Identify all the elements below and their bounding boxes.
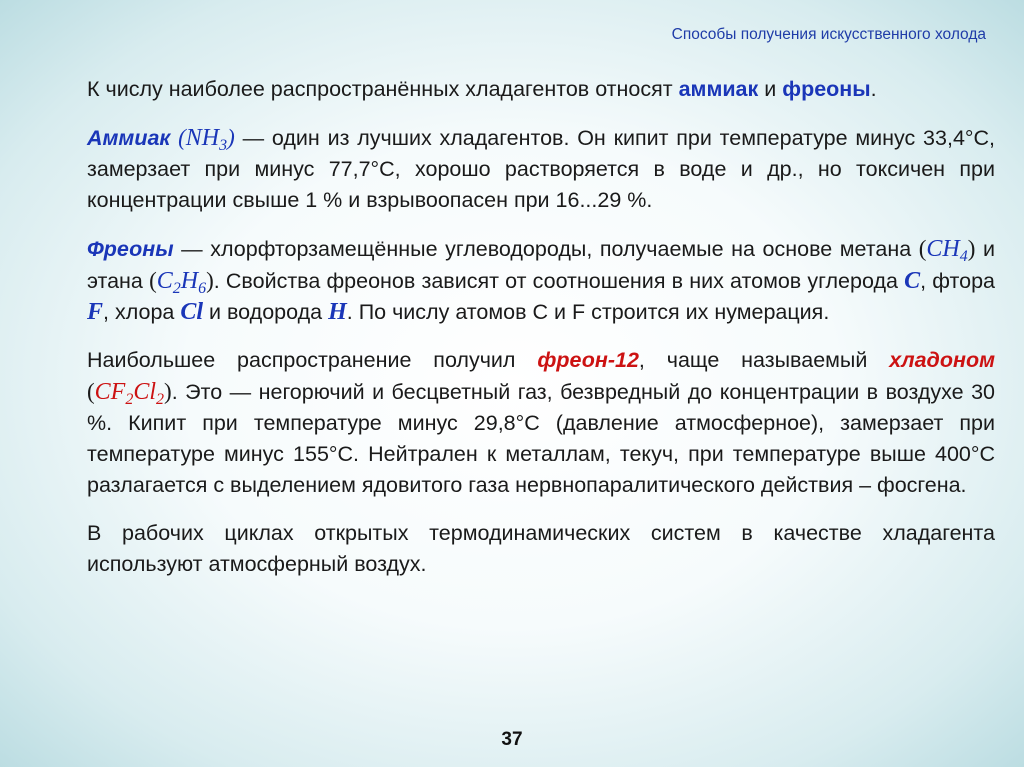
paragraph-ammonia (87, 122, 995, 216)
text-segment: . Это — негорючий и бесцветный газ, безвредный до концентрации в воздухе 30 %. Кипит при температуре минус 29,8°С (давление атмосферное), замерзает при температуре минус 155°С. Нейтрален к металлам, текуч, при температуре выше 400°С разлагается с выделением ядовитого газа нервнопаралитического действия – фосгена. (87, 380, 995, 497)
formula-paren: ( (87, 379, 95, 404)
text-segment: , чаще называемый (638, 348, 890, 372)
paragraph-refrigerants-intro (87, 74, 995, 105)
text-segment: В рабочих циклах открытых термодинамических систем в качестве хладагента используют атмосферный воздух. (87, 521, 995, 576)
formula-nh3 (178, 125, 235, 154)
formula-subscript: 2 (125, 391, 134, 408)
text-segment: . (870, 77, 877, 101)
slide-header-title: Способы получения искусственного холода (671, 26, 986, 43)
formula-part: CH (926, 236, 960, 262)
formula-part: CF (94, 379, 126, 405)
formula-paren: ) (967, 236, 976, 261)
formula-paren: ( (178, 125, 186, 150)
paragraph-freons (87, 233, 995, 328)
element-carbon: C (904, 268, 921, 294)
text-segment: , фтора (920, 269, 995, 293)
text-segment: — хлорфторзамещённые углеводороды, получаемые на основе метана (173, 237, 919, 261)
formula-subscript: 3 (219, 137, 228, 154)
keyword-freon-12: фреон-12 (537, 348, 639, 372)
formula-subscript: 2 (156, 391, 165, 408)
text-segment: и этана (87, 237, 996, 293)
slide-content (87, 74, 995, 593)
formula-subscript: 4 (959, 248, 968, 265)
keyword-ammonia-heading: Аммиак (87, 126, 171, 150)
formula-ch4 (926, 236, 968, 265)
element-fluorine: F (87, 299, 104, 325)
formula-part: NH (185, 125, 220, 151)
paragraph-freon-12 (87, 345, 995, 501)
element-hydrogen: H (328, 299, 347, 325)
paragraph-atmospheric-air (87, 518, 995, 580)
text-segment: , хлора (103, 300, 181, 324)
keyword-halodon: хладоном (889, 348, 995, 372)
formula-paren: ( (918, 236, 927, 261)
text-segment: . По числу атомов С и F строится их нумерация. (346, 300, 830, 324)
text-segment: . Свойства фреонов зависят от соотношения в них атомов углерода (213, 269, 905, 293)
formula-cf2cl2 (94, 379, 165, 408)
page-number: 37 (501, 729, 523, 750)
formula-part: C (156, 268, 173, 294)
text-segment: К числу наиболее распространённых хладагентов относят (87, 77, 679, 101)
formula-part: Cl (133, 379, 157, 405)
keyword-ammonia: аммиак (678, 77, 759, 101)
text-segment: и (758, 77, 783, 101)
text-segment: — один из лучших хладагентов. Он кипит при температуре минус 33,4°С, замерзает при минус 77,7°С, хорошо растворяется в воде и др., но токсичен при концентрации свыше 1 % и взрывоопасен при 16...29 %. (87, 126, 995, 212)
formula-part: H (180, 268, 199, 294)
formula-paren: ) (164, 379, 172, 404)
keyword-freons: фреоны (782, 77, 871, 101)
formula-subscript: 2 (172, 280, 181, 297)
formula-paren: ( (149, 268, 157, 293)
text-segment: и водорода (203, 300, 329, 324)
formula-subscript: 6 (198, 280, 207, 297)
text-segment: Наибольшее распространение получил (87, 348, 538, 372)
keyword-freons-heading: Фреоны (87, 237, 174, 261)
formula-paren: ) (227, 125, 235, 150)
element-chlorine: Cl (180, 299, 204, 325)
formula-c2h6 (156, 268, 207, 297)
formula-paren: ) (206, 268, 214, 293)
